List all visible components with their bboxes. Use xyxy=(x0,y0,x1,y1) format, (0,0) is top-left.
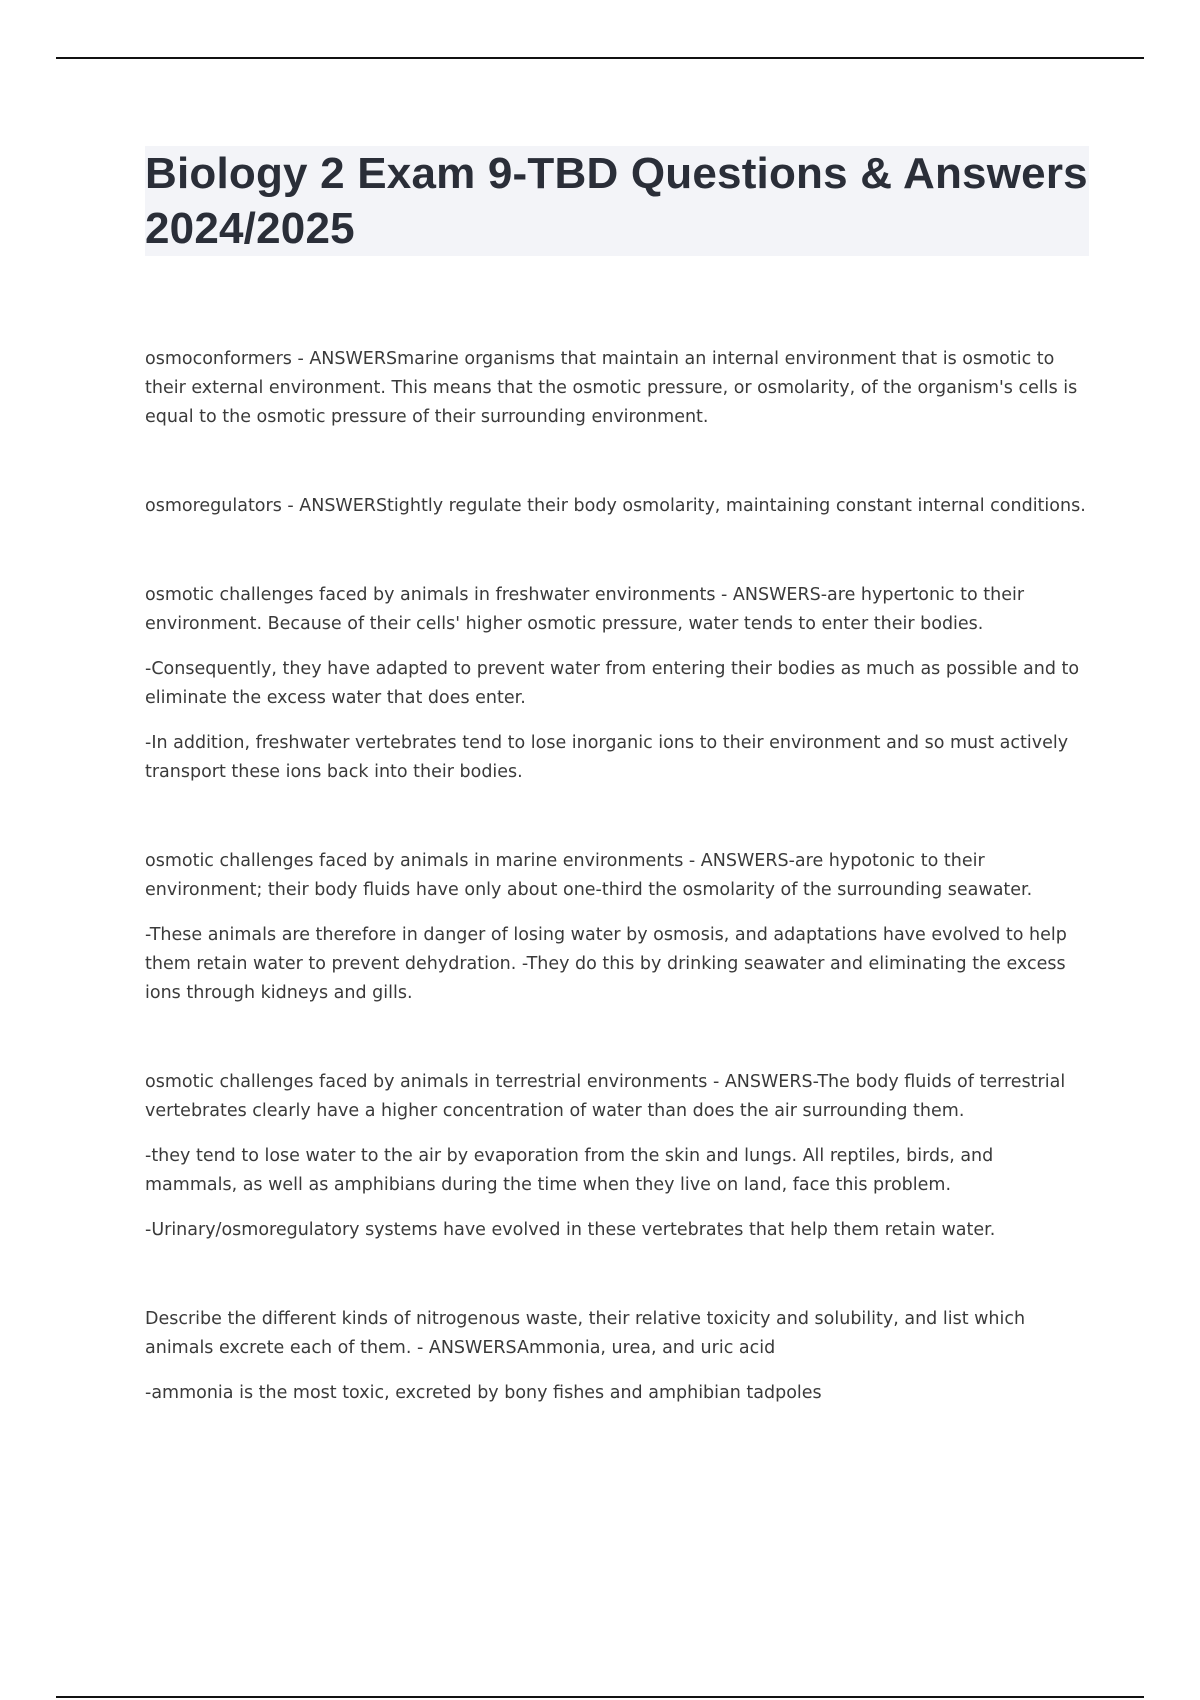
qa-paragraph: -Consequently, they have adapted to prevent water from entering their bodies as much as possible and to eliminate the excess water that does enter. xyxy=(145,659,1080,708)
qa-item-osmoconformers xyxy=(145,345,1090,432)
qa-paragraph: -These animals are therefore in danger of losing water by osmosis, and adaptations have evolved to help them retain water to prevent dehydration. -They do this by drinking seawater and eliminating the excess ions through kidneys and gills. xyxy=(145,925,1067,1003)
qa-paragraph: Describe the different kinds of nitrogenous waste, their relative toxicity and solubility, and list which animals excrete each of them. - ANSWERSAmmonia, urea, and uric acid xyxy=(145,1309,1026,1358)
qa-paragraph: osmoregulators - ANSWERStightly regulate their body osmolarity, maintaining constant internal conditions. xyxy=(145,496,1086,516)
qa-item-marine xyxy=(145,847,1090,1008)
qa-item-freshwater xyxy=(145,581,1090,787)
qa-content xyxy=(145,345,1090,1408)
qa-item-terrestrial xyxy=(145,1068,1090,1245)
qa-paragraph: -Urinary/osmoregulatory systems have evolved in these vertebrates that help them retain water. xyxy=(145,1220,996,1240)
qa-item-osmoregulators xyxy=(145,492,1090,521)
bottom-rule xyxy=(56,1696,1144,1698)
qa-paragraph: osmotic challenges faced by animals in freshwater environments - ANSWERS-are hypertonic to their environment. Because of their cells' higher osmotic pressure, water tends to enter their bodies. xyxy=(145,585,1025,634)
qa-paragraph: osmotic challenges faced by animals in marine environments - ANSWERS-are hypotonic to their environment; their body fluids have only about one-third the osmolarity of the surrounding seawater. xyxy=(145,851,1033,900)
qa-paragraph: -they tend to lose water to the air by evaporation from the skin and lungs. All reptiles, birds, and mammals, as well as amphibians during the time when they live on land, face this problem. xyxy=(145,1146,994,1195)
qa-item-nitrogenous-waste xyxy=(145,1305,1090,1408)
top-rule xyxy=(56,57,1144,59)
title-block xyxy=(145,146,1089,256)
qa-paragraph: -In addition, freshwater vertebrates tend to lose inorganic ions to their environment and so must actively transport these ions back into their bodies. xyxy=(145,733,1069,782)
qa-paragraph: osmoconformers - ANSWERSmarine organisms that maintain an internal environment that is osmotic to their external environment. This means that the osmotic pressure, or osmolarity, of the organism's cells is equal to the osmotic pressure of their surrounding environment. xyxy=(145,349,1078,427)
qa-paragraph: osmotic challenges faced by animals in terrestrial environments - ANSWERS-The body fluids of terrestrial vertebrates clearly have a higher concentration of water than does the air surrounding them. xyxy=(145,1072,1066,1121)
qa-paragraph: -ammonia is the most toxic, excreted by bony fishes and amphibian tadpoles xyxy=(145,1383,822,1403)
document-title: Biology 2 Exam 9-TBD Questions & Answers 2024/2025 xyxy=(145,149,1088,253)
